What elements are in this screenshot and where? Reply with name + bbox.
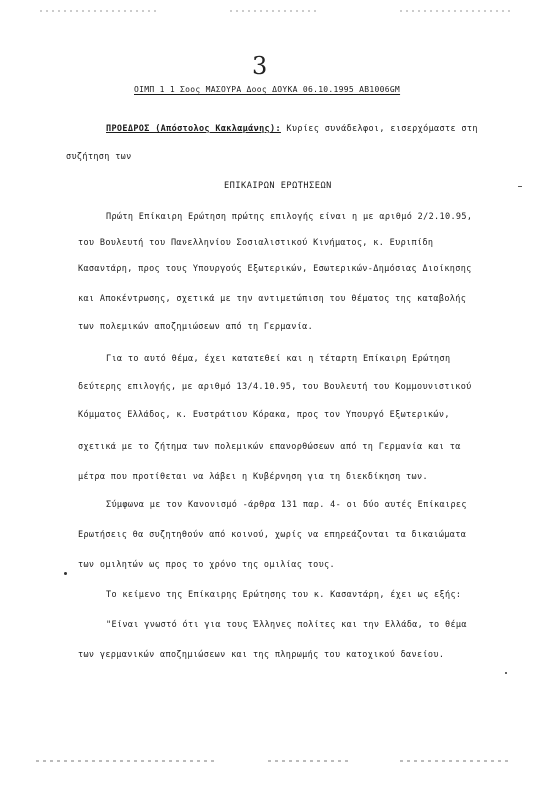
scan-noise-bottom-right <box>400 760 510 762</box>
scan-speck <box>505 672 507 674</box>
scan-noise-top-middle <box>230 10 320 12</box>
section-title: ΕΠΙΚΑΙΡΩΝ ΕΡΩΤΗΣΕΩΝ <box>224 181 332 191</box>
text-line-15: των ομιλητών ως προς το χρόνο της ομιλίας τους. <box>78 560 335 570</box>
text-line-3: Πρώτη Επίκαιρη Ερώτηση πρώτης επιλογής είναι η με αριθμό 2/2.10.95, <box>106 212 473 222</box>
scan-edge-mark <box>518 186 522 187</box>
scan-noise-bottom-middle <box>268 760 348 762</box>
text-line-9: δεύτερης επιλογής, με αριθμό 13/4.10.95, του Βουλευτή του Κομμουνιστικού <box>78 382 472 392</box>
text-line-10: Κόμματος Ελλάδος, κ. Ευστράτιου Κόρακα, προς τον Υπουργό Εξωτερικών, <box>78 410 450 420</box>
scan-speck <box>64 572 67 575</box>
text-line-6: και Αποκέντρωσης, σχετικά με την αντιμετώπιση του θέματος της καταβολής <box>78 294 467 304</box>
text-line-7: των πολεμικών αποζημιώσεων από τη Γερμανία. <box>78 322 314 332</box>
text-line-12: μέτρα που προτίθεται να λάβει η Κυβέρνηση για τη διεκδίκηση των. <box>78 472 428 482</box>
text-line-18: των γερμανικών αποζημιώσεων και της πληρωμής του κατοχικού δανείου. <box>78 650 445 660</box>
text-line-2: συζήτηση των <box>66 152 132 162</box>
text-line-16: Το κείμενο της Επίκαιρης Ερώτησης του κ. Κασαντάρη, έχει ως εξής: <box>106 590 462 600</box>
text-line-17: "Είναι γνωστό ότι για τους Έλληνες πολίτες και την Ελλάδα, το θέμα <box>106 620 467 630</box>
text-line-8: Για το αυτό θέμα, έχει κατατεθεί και η τέταρτη Επίκαιρη Ερώτηση <box>106 354 451 364</box>
speaker-name: ΠΡΟΕΔΡΟΣ (Απόστολος Κακλαμάνης): <box>106 124 281 134</box>
page-number: 3 <box>252 52 268 80</box>
text-line-14: Ερωτήσεις θα συζητηθούν από κοινού, χωρίς να επηρεάζονται τα δικαιώματα <box>78 530 467 540</box>
speaker-line <box>106 124 478 134</box>
text-line-11: σχετικά με το ζήτημα των πολεμικών επανορθώσεων από τη Γερμανία και τα <box>78 442 461 452</box>
text-line-13: Σύμφωνα με τον Κανονισμό -άρθρα 131 παρ. 4- οι δύο αυτές Επίκαιρες <box>106 500 467 510</box>
text-line-5: Κασαντάρη, προς τους Υπουργούς Εξωτερικών, Εσωτερικών-Δημόσιας Διοίκησης <box>78 264 472 274</box>
speaker-text: Κυρίες συνάδελφοι, εισερχόμαστε στη <box>280 124 478 134</box>
scan-noise-top-left <box>40 10 160 12</box>
scan-noise-bottom-left <box>36 760 216 762</box>
text-line-4: του Βουλευτή του Πανελληνίου Σοσιαλιστικού Κινήματος, κ. Ευριπίδη <box>78 238 434 248</box>
document-header: ΟΙΜΠ 1 1 Σοος ΜΑΣΟΥΡΑ Δοος ΔΟΥΚΑ 06.10.1995 ΑΒ1006GM <box>134 85 401 94</box>
scan-noise-top-right <box>400 10 510 12</box>
